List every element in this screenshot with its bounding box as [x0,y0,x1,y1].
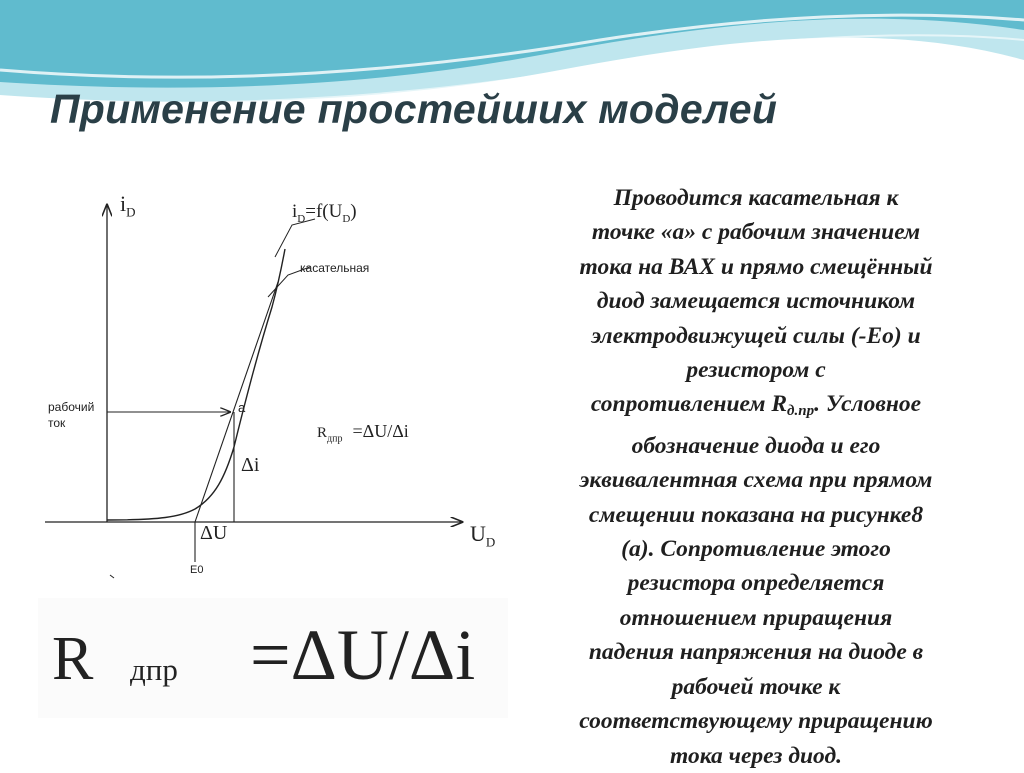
description-text [500,181,1012,773]
description-line: отношением приращения [619,604,893,631]
x-axis-label: $U_D$ [470,521,496,550]
description-line: диод замещается источником [596,288,916,315]
slide-title: Применение простейших моделей [50,86,778,132]
description-line: обозначение диода и его [631,432,881,459]
description-line: падения напряжения на диоде в [588,639,924,666]
e0-label: E0 [190,564,204,576]
point-a-label: a [238,400,246,415]
description-line: эквивалентная схема при прямом [579,467,933,494]
delta-u-label: ΔU [200,522,228,544]
description-line: Проводится касательная к [613,185,899,211]
iv-characteristic-graph [30,157,505,579]
formula-r: R [52,625,94,693]
description-line: тока на ВАХ и прямо смещённый [579,253,933,280]
origin-tick [110,575,114,578]
description-line: электродвижущей силы (-Ео) и [591,322,921,349]
description-line-rd: сопротивлением $R_{д.пр}$. Условное [590,391,922,420]
description-line: рабочей точке к [671,673,841,700]
working-current-label-1: рабочий [48,400,95,414]
y-axis-label: $i_D$ [120,191,136,220]
resistance-formula [38,598,508,718]
description-line: резистором с [686,357,826,384]
description-line: смещении показана на рисунке8 [588,501,924,528]
working-current-label-2: ток [48,416,66,430]
tangent-label: касательная [300,261,370,275]
graph-canvas [30,157,505,579]
description-line: тока через диод. [669,742,843,769]
small-resistance-formula: $R_{дпр} =\Delta U/\Delta i$ [317,421,409,445]
formula-expression: =ΔU/Δi [250,615,476,695]
curve-label: $i_D=f(U_D)$ [292,201,357,225]
formula-subscript: дпр [130,652,178,687]
delta-i-label: Δi [241,454,260,476]
description-line: резистора определяется [627,570,885,597]
iv-curve [107,249,285,520]
description-line: точке «а» с рабочим значением [591,219,921,246]
description-line: (а). Сопротивление этого [621,536,891,563]
description-line: соответствующему приращению [579,708,933,735]
tangent-line [195,282,278,522]
